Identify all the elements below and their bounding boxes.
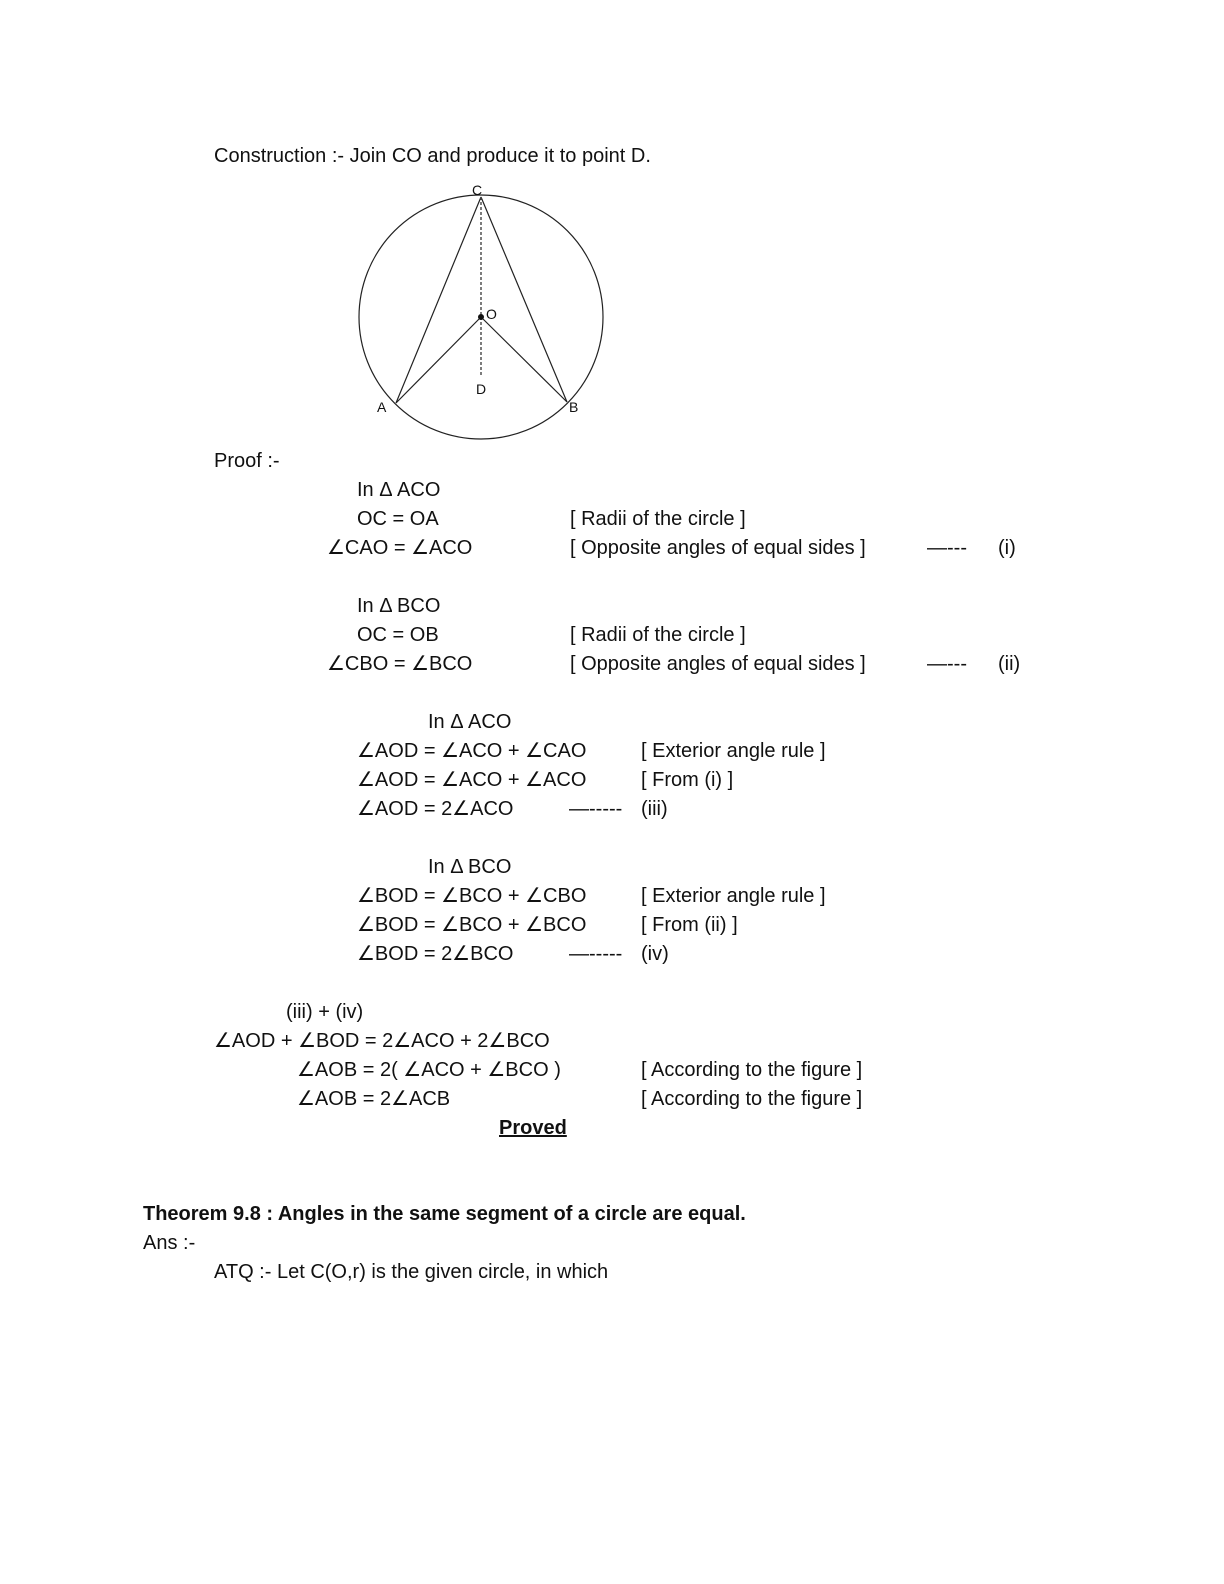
b3-line1: In Δ ACO — [428, 711, 512, 733]
b4-reason3: [ From (ii) ] — [641, 914, 738, 936]
b1-dash: —--- — [927, 537, 967, 559]
construction-text: Construction :- Join CO and produce it to point D. — [214, 145, 651, 167]
b1-eq-number: (i) — [998, 537, 1016, 559]
b4-line4: ∠BOD = 2∠BCO — [357, 943, 514, 965]
b2-line3: ∠CBO = ∠BCO — [327, 653, 473, 675]
b4-dash: —----- — [569, 943, 623, 965]
atq-text: ATQ :- Let C(O,r) is the given circle, in which — [214, 1261, 609, 1283]
b5-reason3: [ According to the figure ] — [641, 1059, 863, 1081]
label-c: C — [472, 182, 483, 198]
b4-line3: ∠BOD = ∠BCO + ∠BCO — [357, 914, 587, 936]
b3-dash: —----- — [569, 798, 623, 820]
b5-line2: ∠AOD + ∠BOD = 2∠ACO + 2∠BCO — [214, 1030, 550, 1052]
b1-reason2: [ Radii of the circle ] — [570, 508, 746, 530]
b3-line3: ∠AOD = ∠ACO + ∠ACO — [357, 769, 587, 791]
b1-reason3: [ Opposite angles of equal sides ] — [570, 537, 866, 559]
label-d: D — [476, 381, 487, 397]
label-b: B — [569, 399, 579, 415]
b3-line2: ∠AOD = ∠ACO + ∠CAO — [357, 740, 587, 762]
b5-line4: ∠AOB = 2∠ACB — [297, 1088, 451, 1110]
b3-eq-number: (iii) — [641, 798, 668, 820]
proved-label: Proved — [499, 1117, 567, 1139]
b1-line3: ∠CAO = ∠ACO — [327, 537, 473, 559]
b4-line1: In Δ BCO — [428, 856, 512, 878]
b4-reason2: [ Exterior angle rule ] — [641, 885, 826, 907]
b2-reason2: [ Radii of the circle ] — [570, 624, 746, 646]
b5-line1: (iii) + (iv) — [286, 1001, 364, 1023]
b2-dash: —--- — [927, 653, 967, 675]
circle-figure — [340, 180, 620, 450]
b2-reason3: [ Opposite angles of equal sides ] — [570, 653, 866, 675]
b3-reason2: [ Exterior angle rule ] — [641, 740, 826, 762]
b3-line4: ∠AOD = 2∠ACO — [357, 798, 514, 820]
b4-line2: ∠BOD = ∠BCO + ∠CBO — [357, 885, 587, 907]
label-a: A — [377, 399, 387, 415]
b4-eq-number: (iv) — [641, 943, 669, 965]
b5-line3: ∠AOB = 2( ∠ACO + ∠BCO ) — [297, 1059, 561, 1081]
ans-label: Ans :- — [143, 1232, 196, 1254]
b3-reason3: [ From (i) ] — [641, 769, 734, 791]
b2-eq-number: (ii) — [998, 653, 1021, 675]
theorem-heading: Theorem 9.8 : Angles in the same segment of a circle are equal. — [143, 1203, 746, 1225]
b5-reason4: [ According to the figure ] — [641, 1088, 863, 1110]
label-o: O — [486, 306, 497, 322]
b1-line2: OC = OA — [357, 508, 439, 530]
b2-line2: OC = OB — [357, 624, 439, 646]
proof-heading: Proof :- — [214, 450, 280, 472]
b2-line1: In Δ BCO — [357, 595, 441, 617]
b1-line1: In Δ ACO — [357, 479, 441, 501]
